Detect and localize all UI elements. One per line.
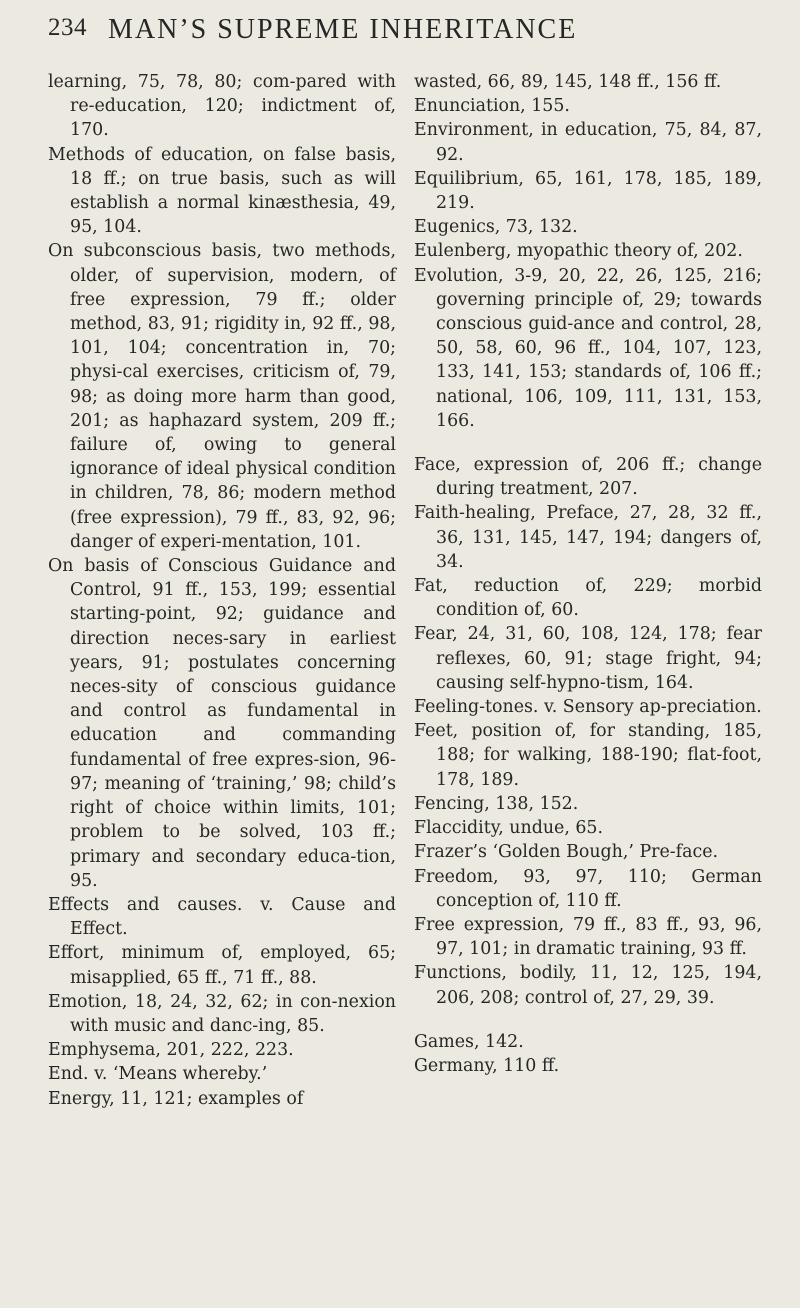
page-number: 234 — [48, 14, 87, 41]
index-entry: Games, 142. — [414, 1031, 524, 1052]
index-entry: learning, 75, 78, 80; com-pared with re-education, 120; indictment of, 170. — [48, 72, 396, 141]
index-entry: Faith-healing, Preface, 27, 28, 32 ff., 36, 131, 145, 147, 194; dangers of, 34. — [414, 503, 762, 572]
index-entry: Energy, 11, 121; examples of — [48, 1088, 304, 1109]
index-entry: Emotion, 18, 24, 32, 62; in con-nexion with music and danc-ing, 85. — [48, 991, 396, 1036]
running-head: MAN’S SUPREME INHERITANCE — [108, 14, 578, 45]
index-entry: wasted, 66, 89, 145, 148 ff., 156 ff. — [414, 72, 722, 92]
index-entry: Methods of education, on false basis, 18 ff.; on true basis, such as will establish a normal kinæsthesia, 49, 95, 104. — [48, 144, 396, 238]
index-entry: Emphysema, 201, 222, 223. — [48, 1040, 294, 1061]
index-entry: Enunciation, 155. — [414, 96, 570, 117]
index-entry: Eugenics, 73, 132. — [414, 217, 578, 238]
index-entry: Equilibrium, 65, 161, 178, 185, 189, 219. — [414, 168, 762, 214]
index-entry: Frazer’s ‘Golden Bough,’ Pre-face. — [414, 842, 719, 863]
index-entry: Face, expression of, 206 ff.; change during treatment, 207. — [414, 455, 762, 500]
index-entry: Fear, 24, 31, 60, 108, 124, 178; fear reflexes, 60, 91; stage fright, 94; causing self-hypno-tism, 164. — [414, 624, 762, 693]
index-entry: End. v. ‘Means whereby.’ — [48, 1064, 268, 1085]
index-entry: Functions, bodily, 11, 12, 125, 194, 206, 208; control of, 27, 29, 39. — [414, 963, 762, 1008]
index-entry: On subconscious basis, two methods, older, of supervision, modern, of free expression, 79 ff.; older method, 83, 91; rigidity in, 92 ff., 98, 101, 104; concentration in, 70; physi-cal exercises, criticism of, 79, 98; as doing more harm than good, 201; as haphazard system, 209 ff.; failure of, owing to general ignorance of ideal physical condition in children, 78, 86; modern method (free expression), 79 ff., 83, 92, 96; danger of experi-mentation, 101. — [48, 241, 396, 552]
index-entry: Germany, 110 ff. — [414, 1055, 560, 1076]
index-column-right — [414, 70, 762, 1078]
index-entry: Flaccidity, undue, 65. — [414, 818, 604, 839]
index-entry: Free expression, 79 ff., 83 ff., 93, 96, 97, 101; in dramatic training, 93 ff. — [414, 914, 762, 960]
index-entry: Eulenberg, myopathic theory of, 202. — [414, 241, 743, 262]
index-entry: Effort, minimum of, employed, 65; misapplied, 65 ff., 71 ff., 88. — [48, 943, 396, 988]
index-column-left — [48, 70, 396, 1111]
index-entry: Feeling-tones. v. Sensory ap-preciation. — [414, 697, 762, 718]
index-entry: Evolution, 3-9, 20, 22, 26, 125, 216; governing principle of, 29; towards conscious guid-ance and control, 28, 50, 58, 60, 96 ff., 104, 107, 123, 133, 141, 153; standards of, 106 ff.; national, 106, 109, 111, 131, 153, 166. — [414, 265, 762, 431]
index-entry: Environment, in education, 75, 84, 87, 92. — [414, 120, 762, 165]
index-entry: Fencing, 138, 152. — [414, 793, 579, 814]
index-entry: Fat, reduction of, 229; morbid condition of, 60. — [414, 576, 762, 621]
index-entry: Freedom, 93, 97, 110; German conception of, 110 ff. — [414, 866, 762, 911]
index-entry: Feet, position of, for standing, 185, 188; for walking, 188-190; flat-foot, 178, 189. — [414, 721, 762, 790]
index-entry: Effects and causes. v. Cause and Effect. — [48, 894, 396, 940]
index-entry: On basis of Conscious Guidance and Control, 91 ff., 153, 199; essential starting-point, 92; guidance and direction neces-sary in earliest years, 91; postulates concerning neces-sity of conscious guidance and control as fundamental in education and commanding fundamental of free expres-sion, 96-97; meaning of ‘training,’ 98; child’s right of choice within limits, 101; problem to be solved, 103 ff.; primary and secondary educa-tion, 95. — [48, 556, 396, 891]
